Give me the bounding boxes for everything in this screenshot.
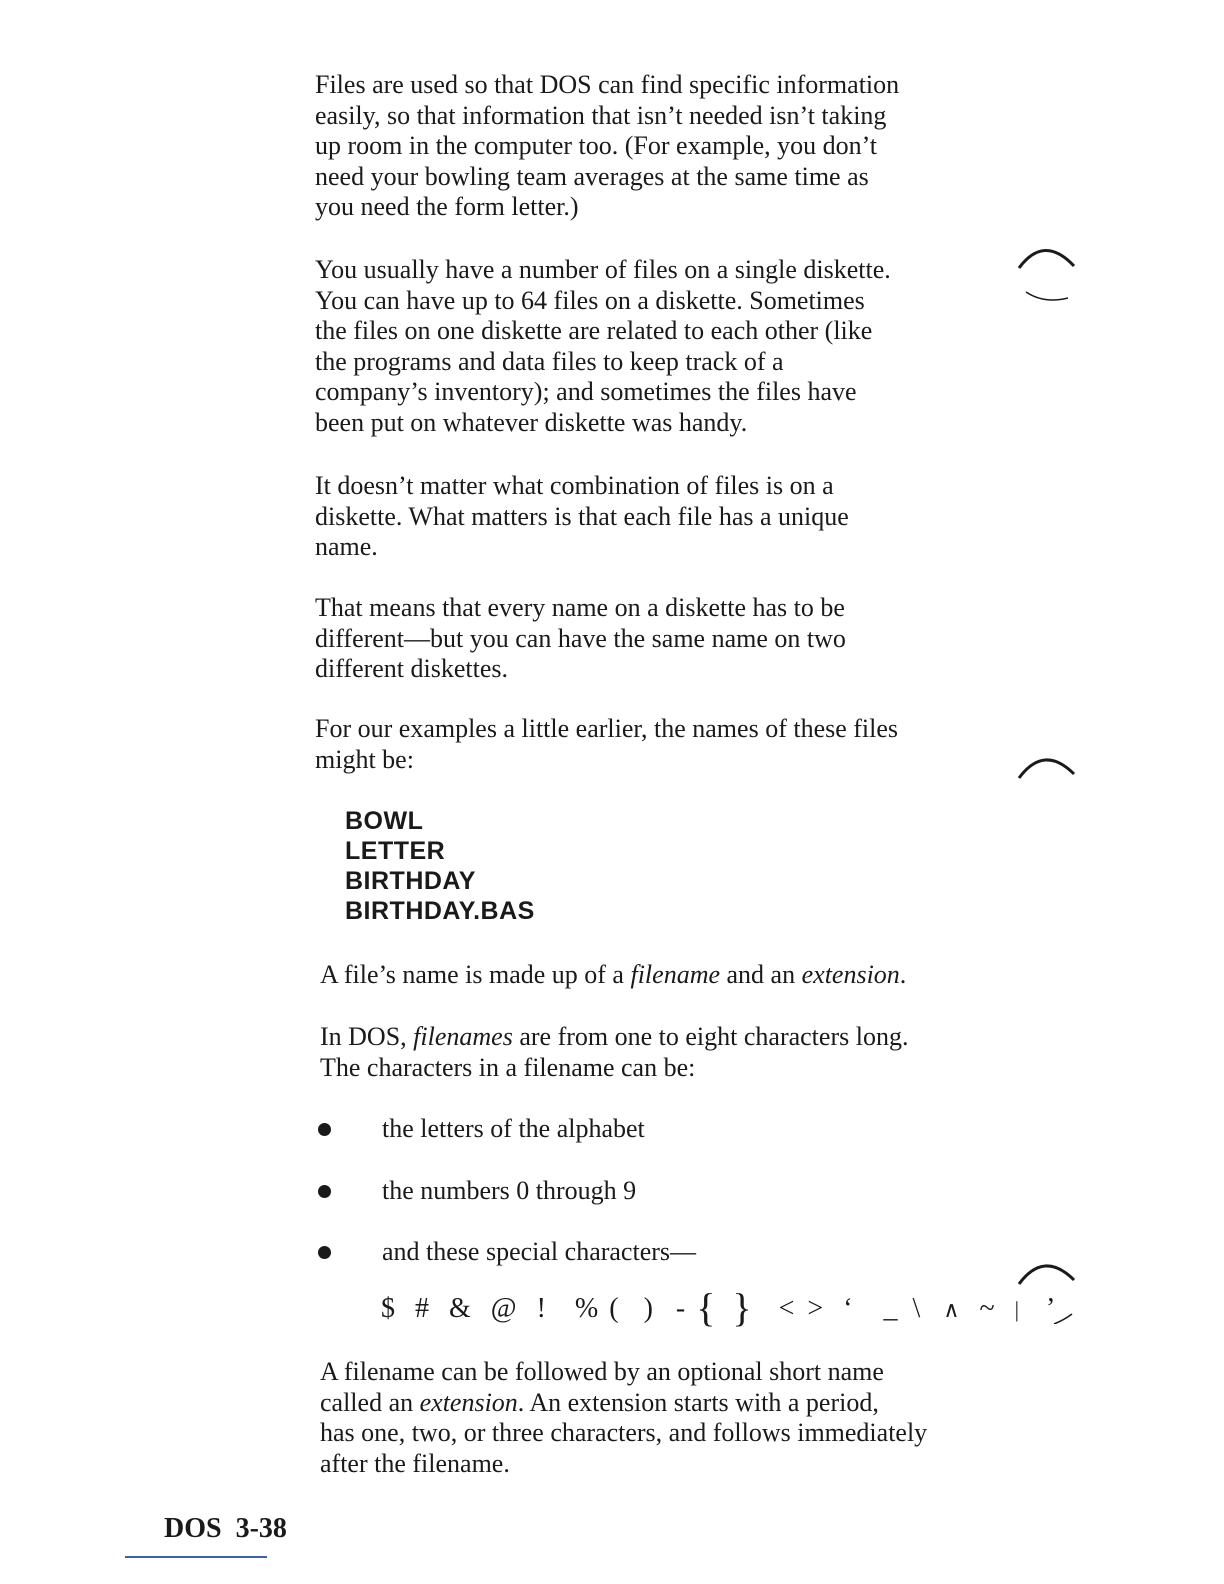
punch-hole-arc-icon	[1016, 1254, 1080, 1324]
paragraph-examples-intro	[315, 714, 1015, 775]
text-line: you need the form letter.)	[315, 192, 579, 222]
special-character: ‘	[843, 1293, 853, 1324]
text-run: called an	[320, 1387, 420, 1417]
bullet-dot-icon	[318, 1185, 331, 1198]
special-character: }	[732, 1285, 752, 1330]
text-line: The characters in a filename can be:	[320, 1052, 696, 1082]
text-run: and an	[720, 960, 802, 989]
file-name: BOWL	[345, 807, 424, 835]
paragraph-name-parts	[320, 960, 1020, 991]
text-line: Files are used so that DOS can find specific information	[315, 70, 900, 99]
page-footer	[164, 1513, 287, 1545]
file-name: BIRTHDAY.BAS	[345, 897, 535, 925]
special-character: |	[1014, 1297, 1019, 1322]
paragraph-filename-rules	[320, 1022, 1020, 1083]
text-line	[320, 1388, 1020, 1419]
text-line: diskette. What matters is that each file has a unique	[315, 501, 849, 531]
text-line: A filename can be followed by an optional short name	[320, 1357, 884, 1386]
text-line: name.	[315, 532, 378, 562]
text-line: the programs and data files to keep track of a	[315, 346, 784, 376]
special-character: ~	[979, 1293, 995, 1324]
bullet-text: and these special characters—	[382, 1237, 697, 1266]
text-line: company’s inventory); and sometimes the files have	[315, 377, 857, 407]
text-run: A file’s name is made up of a	[320, 960, 631, 989]
special-characters-list	[381, 1285, 1068, 1330]
emphasis-filenames: filenames	[413, 1022, 513, 1051]
text-line: You can have up to 64 files on a diskette. Sometimes	[315, 285, 865, 315]
special-character: $	[381, 1293, 395, 1324]
paragraph-extension	[320, 1357, 1020, 1479]
text-line: been put on whatever diskette was handy.	[315, 407, 748, 437]
text-line: might be:	[315, 744, 414, 774]
special-character: _	[883, 1293, 898, 1324]
page-number: 3-38	[235, 1513, 287, 1544]
bullet-text: the letters of the alphabet	[382, 1114, 645, 1143]
text-line: You usually have a number of files on a single diskette.	[315, 255, 891, 284]
special-character: >	[807, 1293, 824, 1324]
text-line: easily, so that information that isn’t needed isn’t taking	[315, 100, 887, 130]
file-name-examples	[345, 806, 535, 926]
text-run: . An extension starts with a period,	[517, 1387, 879, 1417]
text-line: the files on one diskette are related to each other (like	[315, 316, 873, 346]
emphasis-extension: extension	[801, 960, 900, 989]
special-character: \	[912, 1293, 921, 1324]
text-line: different—but you can have the same name on two	[315, 623, 846, 653]
text-line: need your bowling team averages at the same time as	[315, 161, 869, 191]
file-name: BIRTHDAY	[345, 867, 476, 895]
special-character: #	[415, 1293, 429, 1324]
bullet-dot-icon	[318, 1123, 331, 1136]
special-character: &	[449, 1293, 471, 1324]
special-character: %	[574, 1293, 599, 1324]
special-character: )	[643, 1293, 653, 1324]
file-name: LETTER	[345, 837, 446, 865]
special-character: {	[696, 1285, 716, 1330]
paragraph-files-purpose	[315, 70, 1015, 223]
text-line: different diskettes.	[315, 654, 509, 684]
text-line: For our examples a little earlier, the names of these files	[315, 714, 899, 743]
text-run: In DOS,	[320, 1022, 414, 1051]
text-line: has one, two, or three characters, and follows immediately	[320, 1418, 928, 1448]
text-line: It doesn’t matter what combination of files is on a	[315, 471, 834, 500]
special-character: (	[609, 1293, 619, 1324]
text-line: after the filename.	[320, 1448, 510, 1478]
special-character: !	[536, 1293, 546, 1324]
emphasis-extension: extension	[419, 1387, 518, 1417]
text-line	[320, 1022, 1020, 1053]
punch-hole-arc-icon	[1016, 240, 1080, 310]
punch-hole-arc-icon	[1016, 748, 1080, 818]
special-character: -	[675, 1293, 686, 1324]
paragraph-unique-name	[315, 471, 1015, 563]
special-character: ’	[1046, 1293, 1056, 1324]
emphasis-filename: filename	[630, 960, 721, 989]
special-character: @	[490, 1293, 517, 1324]
special-character: <	[778, 1293, 795, 1324]
text-run: .	[899, 960, 907, 989]
bullet-text: the numbers 0 through 9	[382, 1176, 637, 1205]
text-line	[320, 960, 1020, 991]
text-run: are from one to eight characters long.	[512, 1022, 909, 1051]
paragraph-different-names	[315, 593, 1015, 685]
special-character: ∧	[943, 1297, 960, 1322]
footer-rule	[125, 1556, 267, 1558]
paragraph-files-per-diskette	[315, 255, 1015, 439]
bullet-dot-icon	[318, 1246, 331, 1259]
text-line: up room in the computer too. (For example, you don’t	[315, 131, 878, 161]
text-line: That means that every name on a diskette has to be	[315, 593, 845, 622]
footer-section: DOS	[164, 1513, 222, 1544]
